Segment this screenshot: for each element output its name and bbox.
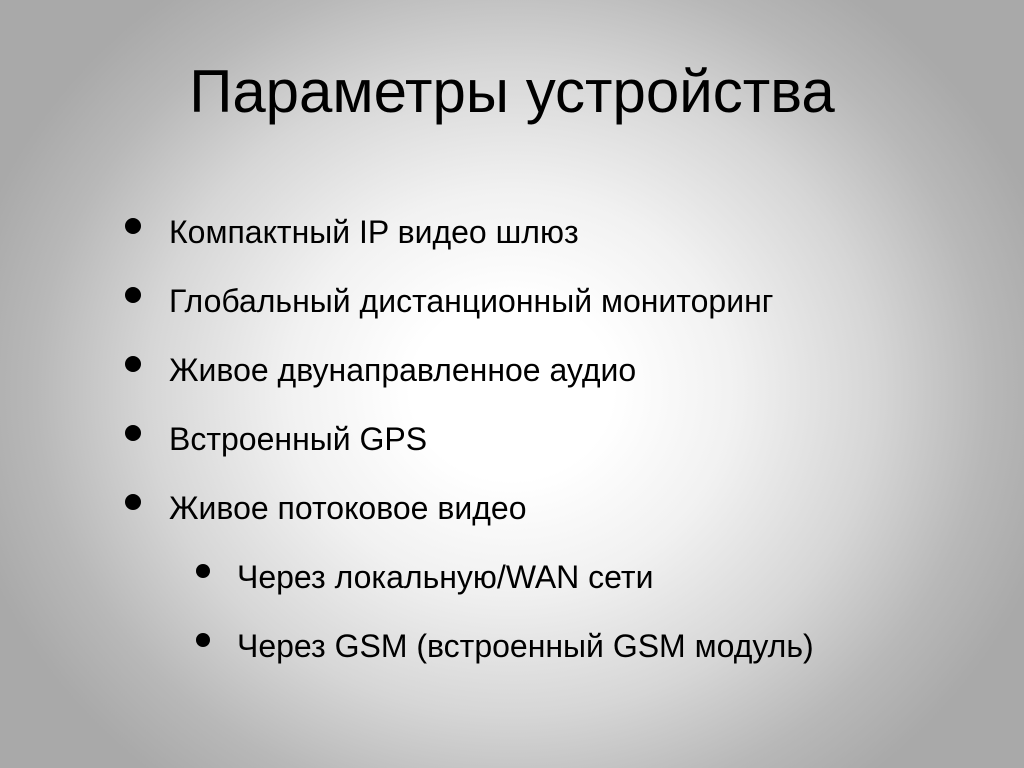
list-item-label: Встроенный GPS xyxy=(169,421,428,457)
sub-bullet-icon xyxy=(196,633,210,647)
list-item-label: Живое двунаправленное аудио xyxy=(169,352,637,388)
sub-bullet-icon xyxy=(196,564,210,578)
bullet-icon xyxy=(125,356,141,372)
bullet-icon xyxy=(125,494,141,510)
sub-list-item-label: Через локальную/WAN сети xyxy=(237,559,654,595)
list-item-label: Глобальный дистанционный мониторинг xyxy=(169,283,774,319)
bullet-icon xyxy=(125,425,141,441)
bullet-icon xyxy=(125,287,141,303)
list-item-label: Компактный IP видео шлюз xyxy=(169,214,579,250)
slide-title: Параметры устройства xyxy=(189,58,835,125)
list-item-label: Живое потоковое видео xyxy=(169,490,527,526)
bullet-icon xyxy=(125,218,141,234)
sub-list-item-label: Через GSM (встроенный GSM модуль) xyxy=(237,628,814,664)
